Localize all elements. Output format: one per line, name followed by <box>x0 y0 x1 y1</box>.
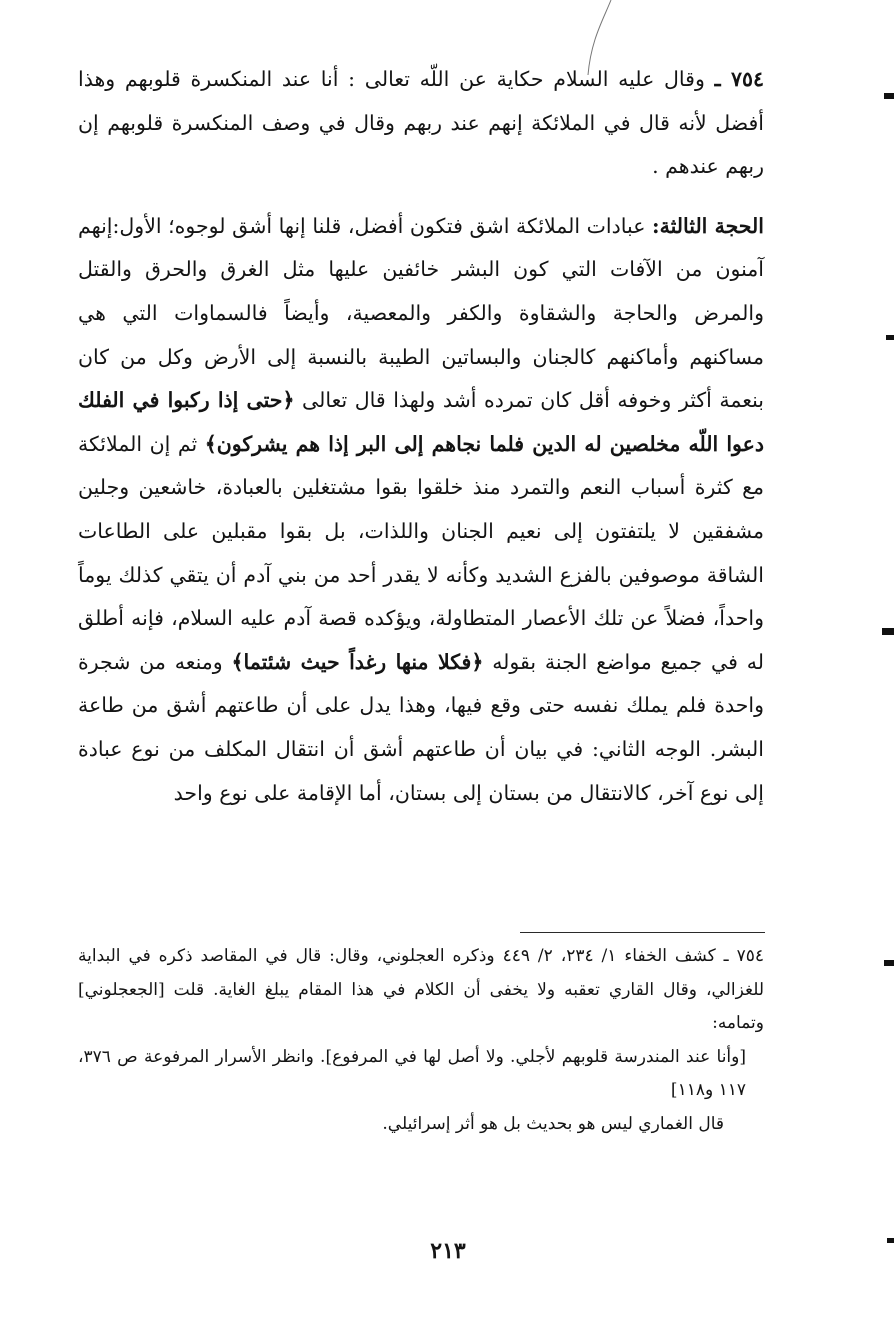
footnote-754: ٧٥٤ ـ كشف الخفاء ١/ ٢٣٤، ٢/ ٤٤٩ وذكره العجلوني، وقال: قال في المقاصد ذكره في البداية للغزالي، وقال القاري تعقبه ولا يخفى أن الكلام في هذا المقام يبلغ الغاية. قلت [الجعجلوني] وتمامه: <box>78 946 764 1033</box>
paragraph-text: عبادات الملائكة اشق فتكون أفضل، قلنا إنها أشق لوجوه؛ الأول:إنهم آمنون من الآفات التي كون البشر خائفين عليها مثل الغرق والحرق والقتل والمرض والحاجة والشقاوة والكفر والمعصية، وأيضاً فالسماوات التي هي مساكنهم وأماكنهم كالجنان والبساتين الطيبة بالنسبة إلى الأرض وكل من كان بنعمة أكثر وخوفه أقل كان تمرده أشد ولهذا قال تعالى <box>78 213 764 413</box>
paragraph-text: ثم إن الملائكة مع كثرة أسباب النعم والتمرد منذ خلقوا بقوا مشتغلين بالعبادة، خاشعين وجلين مشفقين لا يلتفتون إلى نعيم الجنان واللذات، بل بقوا مقبلين على الطاعات الشاقة موصوفين بالفزع الشديد وكأنه لا يقدر أحد من بني آدم أن يتقي كذلك يوماً واحداً، فضلاً عن تلك الأعصار المتطاولة، ويؤكده قصة آدم عليه السلام، فإنه أطلق له في جميع مواضع الجنة بقوله <box>78 431 764 674</box>
page-number: ٢١٣ <box>430 1238 466 1264</box>
section-heading: الحجة الثالثة: <box>652 213 764 238</box>
margin-mark <box>882 628 894 635</box>
margin-mark <box>884 960 894 966</box>
paragraph-third-argument <box>78 205 764 815</box>
footnote-continuation: [وأنا عند المندرسة قلوبهم لأجلي. ولا أصل لها في المرفوع]. وانظر الأسرار المرفوعة ص ٣٧٦، ١١٧ و١١٨] <box>78 1046 746 1100</box>
hadith-number: ٧٥٤ ـ <box>714 67 764 91</box>
footnote-divider <box>520 932 765 933</box>
main-text <box>78 58 764 815</box>
quran-quote: ﴿فكلا منها رغداً حيث شئتما﴾ <box>231 649 484 674</box>
paragraph-text: وقال عليه السلام حكاية عن اللّه تعالى : أنا عند المنكسرة قلوبهم وهذا أفضل لأنه قال في الملائكة إنهم عند ربهم وقال في وصف المنكسرة قلوبهم إن ربهم عندهم . <box>78 67 764 179</box>
quran-quote: ﴿حتى إذا ركبوا في الفلك دعوا اللّه مخلصين له الدين فلما نجاهم إلى البر إذا هم يشركون﴾ <box>78 388 764 456</box>
paragraph-text: ومنعه من شجرة واحدة فلم يملك نفسه حتى وقع فيها، وهذا يدل على أن طاعتهم أشق من طاعة البشر. الوجه الثاني: في بيان أن طاعتهم أشق أن انتقال المكلف من نوع عبادة إلى نوع آخر، كالانتقال من بستان إلى بستان، أما الإقامة على نوع واحد <box>78 649 764 805</box>
footnotes <box>78 940 764 1141</box>
margin-mark <box>884 93 894 99</box>
margin-mark <box>886 335 894 340</box>
footnote-note: قال الغماري ليس هو بحديث بل هو أثر إسرائيلي. <box>382 1113 724 1134</box>
margin-mark <box>887 1238 894 1243</box>
paragraph-hadith-754 <box>78 58 764 189</box>
